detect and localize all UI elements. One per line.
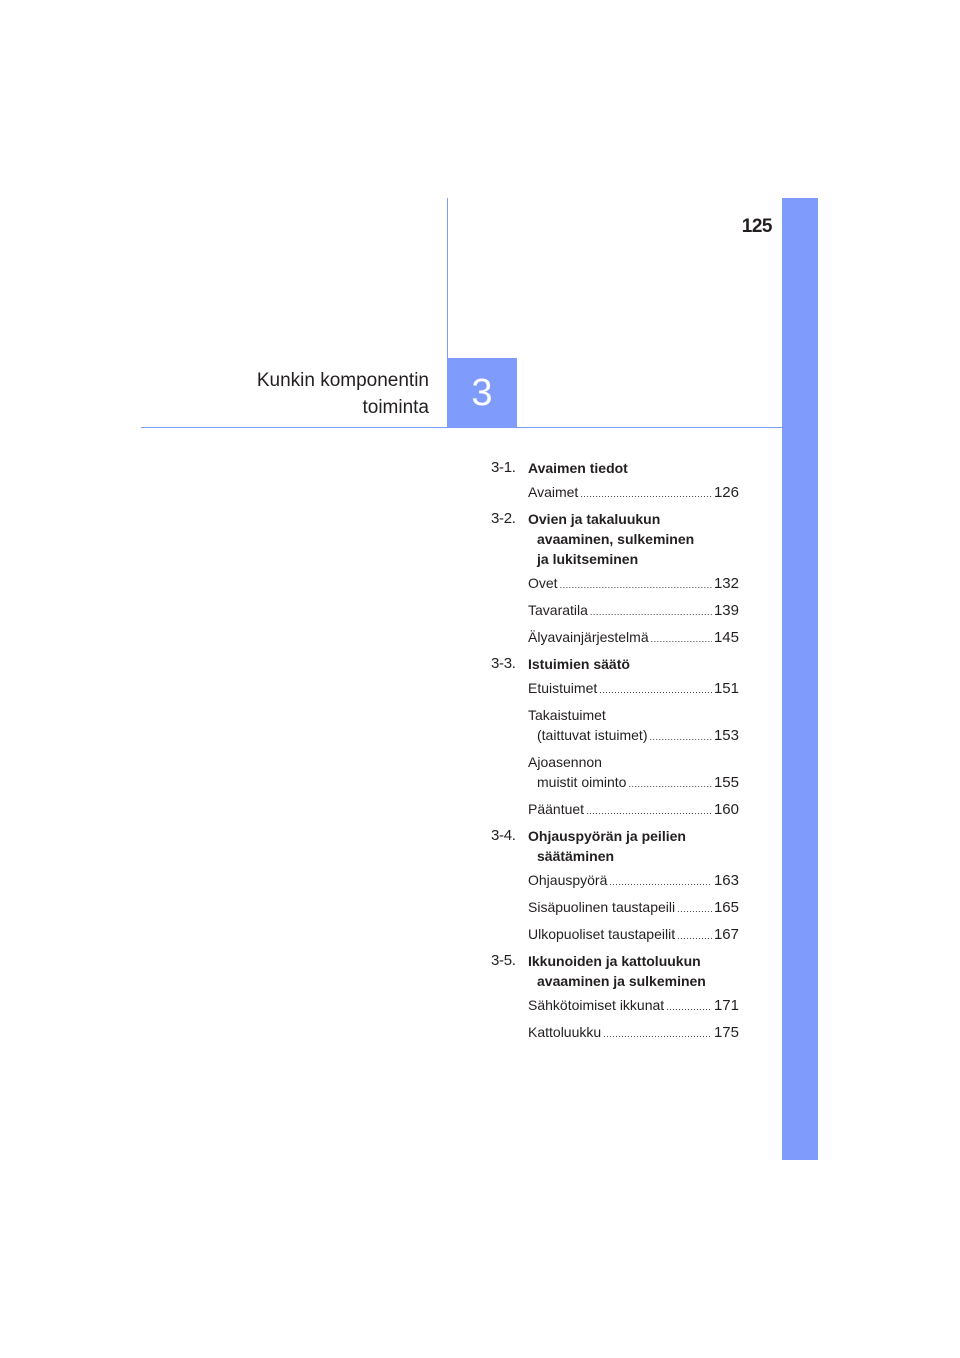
chapter-number-box: 3 xyxy=(447,358,517,428)
toc-section xyxy=(491,458,739,504)
dot-leader xyxy=(590,602,712,622)
dot-leader xyxy=(651,629,712,649)
page-number: 125 xyxy=(741,216,772,237)
chapter-title xyxy=(257,367,429,421)
section-title-line: Ohjauspyörän ja peilien xyxy=(528,828,686,844)
section-title-line: ja lukitseminen xyxy=(537,551,639,567)
toc-entry[interactable] xyxy=(528,600,739,622)
entry-title: Ohjauspyörä xyxy=(528,872,608,888)
entry-title: (taittuvat istuimet) xyxy=(537,727,648,743)
entry-title-line: Ajoasennon xyxy=(528,754,602,770)
entry-page-number: 175 xyxy=(713,1024,739,1041)
entry-page-number: 151 xyxy=(713,680,739,697)
chapter-title-line-1: Kunkin komponentin xyxy=(256,370,429,391)
dot-leader xyxy=(628,774,712,794)
entry-page-number: 139 xyxy=(713,602,739,619)
dot-leader xyxy=(586,801,712,821)
section-number: 3-3. xyxy=(491,655,516,672)
entry-title: Ulkopuoliset taustapeilit xyxy=(528,926,676,942)
toc-section xyxy=(491,509,739,649)
section-heading[interactable] xyxy=(491,458,739,478)
section-title-line: Ovien ja takaluukun xyxy=(528,511,661,527)
dot-leader xyxy=(666,997,712,1017)
side-tab xyxy=(782,198,818,1160)
toc-section xyxy=(491,826,739,946)
entry-title: Sähkötoimiset ikkunat xyxy=(528,997,665,1013)
section-number: 3-4. xyxy=(491,827,516,844)
entry-page-number: 171 xyxy=(713,997,739,1014)
toc-section xyxy=(491,654,739,821)
section-number: 3-2. xyxy=(491,510,516,527)
toc-entry[interactable] xyxy=(528,870,739,892)
entry-title-line: Takaistuimet xyxy=(528,707,606,723)
toc-entry[interactable] xyxy=(528,752,739,794)
vertical-divider xyxy=(447,198,448,360)
toc-entry[interactable] xyxy=(528,705,739,747)
section-title-line: säätäminen xyxy=(537,848,615,864)
dot-leader xyxy=(603,1024,712,1044)
entry-title: Tavaratila xyxy=(528,602,588,618)
entry-page-number: 167 xyxy=(713,926,739,943)
section-heading[interactable] xyxy=(491,654,739,674)
entry-title: Etuistuimet xyxy=(528,680,598,696)
entry-page-number: 132 xyxy=(713,575,739,592)
section-heading[interactable] xyxy=(491,826,739,866)
entry-title: Sisäpuolinen taustapeili xyxy=(528,899,676,915)
toc-entry[interactable] xyxy=(528,799,739,821)
section-number: 3-5. xyxy=(491,952,516,969)
toc-entry[interactable] xyxy=(528,995,739,1017)
entry-title: Avaimet xyxy=(528,484,579,500)
toc-entry[interactable] xyxy=(528,573,739,595)
toc-entry[interactable] xyxy=(528,678,739,700)
entry-title: muistit oiminto xyxy=(537,774,627,790)
entry-page-number: 163 xyxy=(713,872,739,889)
entry-title: Ovet xyxy=(528,575,558,591)
entry-page-number: 153 xyxy=(713,727,739,744)
section-title-line: avaaminen ja sulkeminen xyxy=(537,973,706,989)
section-heading[interactable] xyxy=(491,951,739,991)
table-of-contents xyxy=(491,458,739,1049)
entry-title: Pääntuet xyxy=(528,801,585,817)
dot-leader xyxy=(677,899,712,919)
dot-leader xyxy=(609,872,712,892)
section-title-line: avaaminen, sulkeminen xyxy=(537,531,695,547)
chapter-title-line-2: toiminta xyxy=(362,397,429,418)
entry-page-number: 155 xyxy=(713,774,739,791)
dot-leader xyxy=(677,926,712,946)
dot-leader xyxy=(649,727,711,747)
toc-section xyxy=(491,951,739,1044)
dot-leader xyxy=(599,680,712,700)
dot-leader xyxy=(560,575,712,595)
toc-entry[interactable] xyxy=(528,1022,739,1044)
entry-page-number: 145 xyxy=(713,629,739,646)
section-number: 3-1. xyxy=(491,459,516,476)
entry-title: Älyavainjärjestelmä xyxy=(528,629,649,645)
dot-leader xyxy=(580,484,712,504)
section-title-line: Istuimien säätö xyxy=(528,656,630,672)
section-heading[interactable] xyxy=(491,509,739,569)
toc-entry[interactable] xyxy=(528,924,739,946)
entry-title: Kattoluukku xyxy=(528,1024,602,1040)
entry-page-number: 126 xyxy=(713,484,739,501)
entry-page-number: 160 xyxy=(713,801,739,818)
toc-entry[interactable] xyxy=(528,897,739,919)
entry-page-number: 165 xyxy=(713,899,739,916)
toc-entry[interactable] xyxy=(528,482,739,504)
section-title-line: Ikkunoiden ja kattoluukun xyxy=(528,953,701,969)
toc-entry[interactable] xyxy=(528,627,739,649)
section-title-line: Avaimen tiedot xyxy=(528,460,628,476)
